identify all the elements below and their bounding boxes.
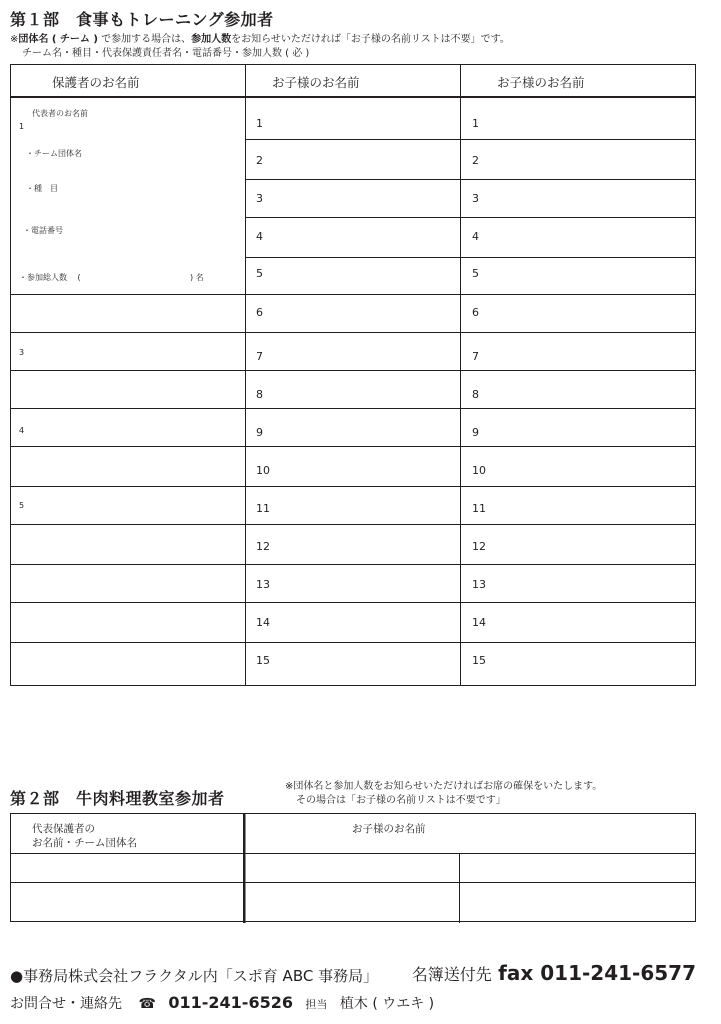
- note-text: で参加する場合は、: [97, 34, 192, 45]
- header-guardian: 保護者のお名前: [52, 75, 140, 90]
- note-team: 団体名 ( チーム ): [18, 34, 98, 45]
- section2-title: 第２部 牛肉料理教室参加者: [10, 789, 225, 808]
- contact-label: お問合せ・連絡先: [10, 996, 122, 1012]
- label-phone: ・電話番号: [23, 226, 63, 235]
- fax-label: 名簿送付先: [411, 965, 492, 984]
- row-number: 13: [256, 578, 270, 591]
- fax-number: fax 011-241-6577: [498, 961, 696, 985]
- label-group-1: 1: [19, 122, 25, 131]
- section2-note-line1: ※団体名と参加人数をお知らせいただければお席の確保をいたします。: [285, 781, 603, 792]
- row-number: 10: [472, 464, 486, 477]
- row-number: 9: [472, 426, 479, 439]
- section2-note-line2: その場合は「お子様の名前リストは不要です」: [296, 795, 506, 806]
- row-number: 14: [256, 616, 270, 629]
- row-number: 11: [472, 502, 486, 515]
- section1-note-line1: [10, 34, 510, 46]
- row-number: 12: [472, 540, 486, 553]
- note-text-end: をお知らせいただければ「お子様の名前リストは不要」です。: [231, 34, 510, 45]
- row-number: 8: [472, 388, 479, 401]
- row-number: 1: [256, 117, 263, 130]
- header-child-2: お子様のお名前: [497, 75, 585, 90]
- office-info: ●事務局株式会社フラクタル内「スポ育 ABC 事務局」: [10, 967, 379, 985]
- phone-number: 011-241-6526: [168, 993, 293, 1012]
- person-label: 担当: [305, 998, 328, 1011]
- row-number: 7: [256, 350, 263, 363]
- row-number: 15: [472, 654, 486, 667]
- telephone-icon: ☎: [138, 996, 156, 1012]
- row-number: 3: [256, 192, 263, 205]
- section1-title: 第１部 食事もトレーニング参加者: [10, 10, 274, 29]
- row-number: 3: [472, 192, 479, 205]
- header-child-1: お子様のお名前: [272, 75, 360, 90]
- person-name: 植木 ( ウエキ ): [339, 996, 435, 1012]
- label-count-unit: ) 名: [190, 273, 204, 282]
- row-number: 10: [256, 464, 270, 477]
- row-number: 5: [256, 267, 263, 280]
- label-event: ・種 目: [26, 184, 58, 193]
- cooking-class-table: [10, 813, 696, 923]
- contact-info: [10, 993, 434, 1013]
- participants-table: [10, 64, 696, 686]
- row-number: 2: [472, 154, 479, 167]
- row-number: 5: [472, 267, 479, 280]
- label-group-3: 3: [19, 348, 25, 357]
- label-count: ・参加総人数 (: [19, 273, 81, 282]
- row-number: 7: [472, 350, 479, 363]
- row-number: 14: [472, 616, 486, 629]
- label-group-5: 5: [19, 501, 25, 510]
- row-number: 4: [256, 230, 263, 243]
- row-number: 15: [256, 654, 270, 667]
- row-number: 13: [472, 578, 486, 591]
- label-team: ・チーム団体名: [26, 149, 82, 158]
- row-number: 8: [256, 388, 263, 401]
- fax-info: [412, 961, 696, 985]
- header-guardian-line1: 代表保護者の: [32, 823, 95, 835]
- header-guardian-line2: お名前・チーム団体名: [32, 837, 137, 849]
- table-grid: [10, 64, 696, 686]
- section1-note-line2: チーム名・種目・代表保護責任者名・電話番号・参加人数 ( 必 ): [22, 48, 310, 59]
- header-children: お子様のお名前: [352, 823, 426, 835]
- row-number: 12: [256, 540, 270, 553]
- row-number: 11: [256, 502, 270, 515]
- row-number: 6: [472, 306, 479, 319]
- row-number: 4: [472, 230, 479, 243]
- row-number: 2: [256, 154, 263, 167]
- note-mark: ※: [10, 34, 19, 45]
- note-count: 参加人数: [191, 34, 232, 45]
- label-group-4: 4: [19, 426, 25, 435]
- label-rep-name: 代表者のお名前: [32, 109, 88, 118]
- row-number: 9: [256, 426, 263, 439]
- row-number: 1: [472, 117, 479, 130]
- row-number: 6: [256, 306, 263, 319]
